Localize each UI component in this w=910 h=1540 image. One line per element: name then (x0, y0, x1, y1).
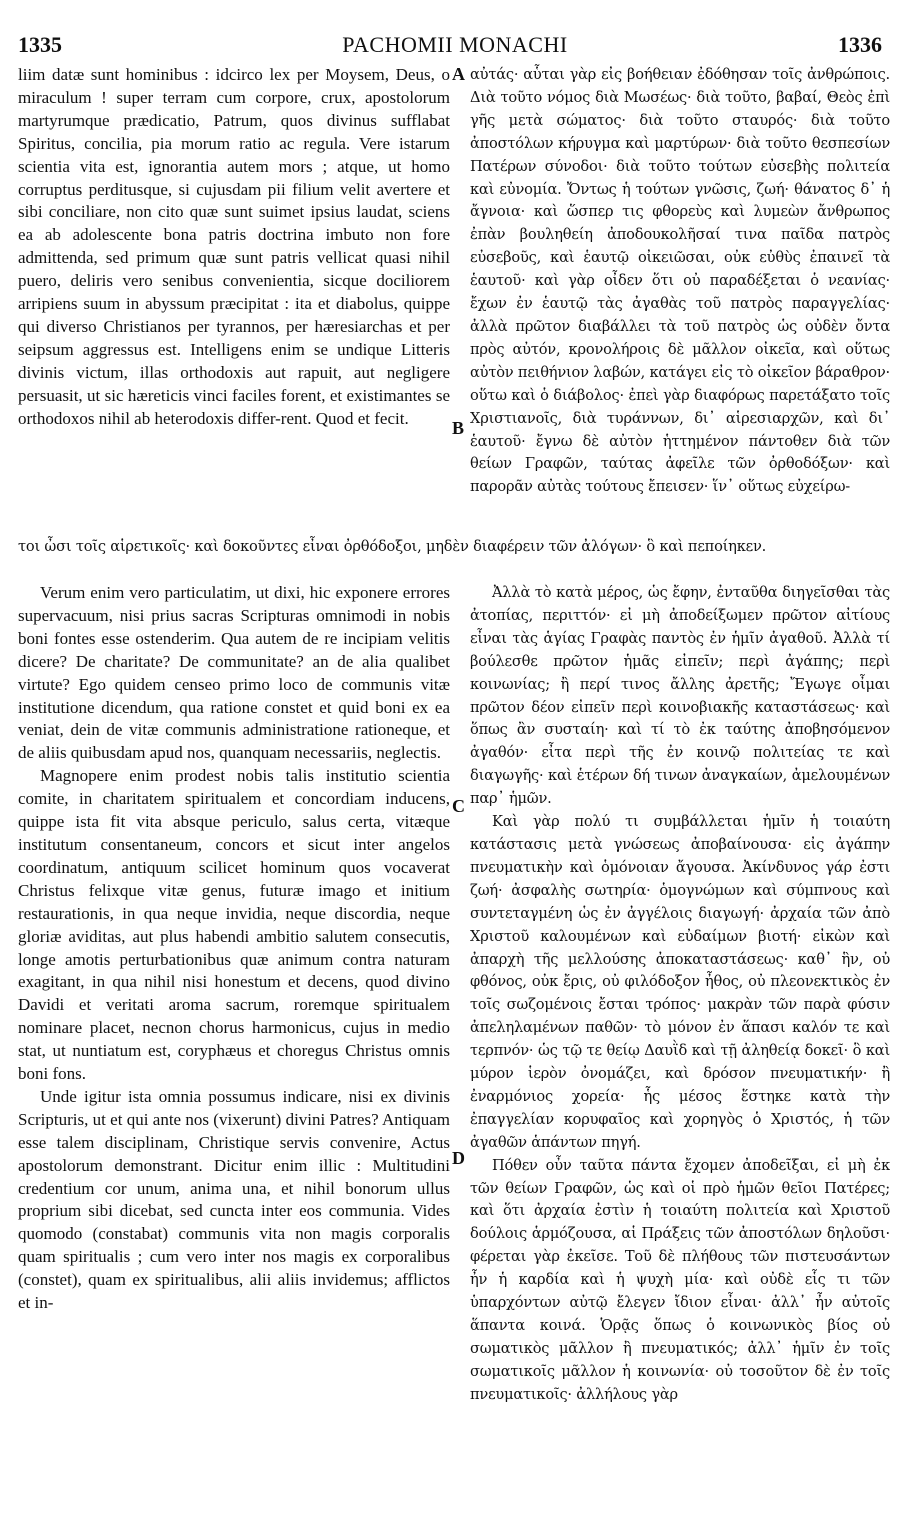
section-marker-a: A (452, 64, 465, 84)
latin-column-bottom (18, 582, 450, 1462)
greek-continuation-line: τοι ὦσι τοῖς αἱρετικοῖς· καὶ δοκοῦντες εἶναι ὀρθόδοξοι, μηδὲν διαφέρειν τῶν ἀλόγων· ὃ καὶ πεποίηκεν. (18, 538, 767, 555)
greek-paragraph-4: Πόθεν οὖν ταῦτα πάντα ἔχομεν ἀποδεῖξαι, εἰ μὴ ἐκ τῶν θείων Γραφῶν, ὡς καὶ οἱ πρὸ ἡμῶν θεῖοι Πατέρες; καὶ ὅτι ἀρχαία ἐστὶν ἡ τοιαύτη πολιτεία καὶ Χριστοῦ δούλοις ἁρμόζουσα, αἱ Πράξεις τῶν ἀποστόλων δηλοῦσι· φέρεται γὰρ ἐκεῖσε. Τοῦ δὲ πλήθους τῶν πιστευσάντων ἦν ἡ καρδία καὶ ἡ ψυχὴ μία· καὶ οὐδὲ εἷς τι τῶν ὑπαρχόντων αὐτῷ ἔλεγεν ἴδιον εἶναι· ἀλλ᾿ ἦν αὐτοῖς ἅπαντα κοινά. Ὁρᾷς ὅπως ὁ κοινωνικὸς βίος οὐ σωματικὸς μᾶλλον ἢ πνευματικός; ἀλλ᾿ ἡμῖν ἐν τοῖς σωματικοῖς μᾶλλον ἡ κοινωνία· οὐ τοσοῦτον δὲ ἐν τοῖς πνευματικοῖς· ἀλλήλους γὰρ (470, 1156, 890, 1403)
latin-paragraph-2: Verum enim vero particulatim, ut dixi, hic exponere errores supervacuum, nisi prius sacras Scripturas omnimodi in nobis boni fontes esse ostenderim. Qua autem de re incipiam velitis dicere? De charitate? De communitate? an de alia qualibet virtute? Ego quidem censeo primo loco de communis vitæ institutione dicendum, qua ratione constet et quid boni ex ea veniat, dein de vitæ communis administratione rationeque, et de aliis quibusdam apud nos, quanquam necessariis, neglectis. (18, 583, 450, 763)
latin-paragraph-1: liim datæ sunt hominibus : idcirco lex per Moysem, Deus, o miraculum ! super terram cum corpore, crux, apostolorum martyrumque prædicatio, Patrum, quos divinus sufflabat Spiritus, concilia, pia morum ratio ac regula. Vere istarum scientia vita est, ignorantia autem mors ; atque, ut homo corruptus perditusque, si cujusdam pii filium velit avertere et sibi conciliare, non cito quæ sunt suimet ipsius laudat, sciens ea ab adolescente bona patris doctrina imbuto non fore admittenda, sed primum quæ sunt patris vellicat quasi nihil puero, deliris vero senibus convenientia, sicque dociliorem arripiens suum in abyssum præcipitat : ita et diabolus, quippe qui diverso Christianos per tyrannos, per hæresiarchas et per seipsum aggressus est. Intelligens enim se undique Litteris divinis victum, illas orthodoxis aut rapuit, aut negligere persuasit, ut sic hæreticis vinci faciles forent, et existimantes se orthodoxos nihil ab heterodoxis differ-rent. Quod et fecit. (18, 65, 450, 428)
greek-full-width-line (18, 536, 890, 582)
section-marker-b: B (452, 418, 465, 438)
page-number-left: 1335 (18, 32, 62, 57)
latin-column-top (18, 64, 450, 536)
page-number-right: 1336 (838, 32, 882, 57)
greek-column-top (470, 64, 890, 536)
greek-paragraph-1: αὐτάς· αὗται γὰρ εἰς βοήθειαν ἐδόθησαν τοῖς ἀνθρώποις. Διὰ τοῦτο νόμος διὰ Μωσέως· διὰ τοῦτο, βαβαί, Θεὸς ἐπὶ γῆς μετὰ σώματος· διὰ τοῦτο σταυρός· διὰ τοῦτο ἀποστόλων κήρυγμα καὶ μαρτύρων· διὰ τοῦτο θεσπεσίων Πατέρων σύνοδοι· διὰ τοῦτο τούτων εὐσεβὴς πολιτεία καὶ εὐνομία. Ὄντως ἡ τούτων γνῶσις, ζωή· θάνατος δ᾿ ἡ ἄγνοια· καὶ ὥσπερ τις φθορεὺς καὶ λυμεὼν ἄνθρωπος ἐπὰν βουληθείη ἀποδουκολῆσαί τινα παῖδα πατρὸς εὐσεβοῦς, καὶ ἑαυτῷ οἰκειῶσαι, οὐκ εὐθὺς ἐπαινεῖ τὰ ἑαυτοῦ· καὶ γὰρ οἶδεν ὅτι οὐ παραδέξεται ὁ νεανίας· ἔχων ἐν ἑαυτῷ τὰς ἀγαθὰς τοῦ πατρὸς παραγγελίας· ἀλλὰ πρῶτον διαβάλλει τὰ τοῦ πατρὸς ὡς οὐδὲν ὄντα πρὸς αὐτόν, κρονολήροις δὲ μᾶλλον οἰκεῖα, καὶ οὕτως αὐτὸν πειθήνιον λαβών, κατάγει εἰς τὸ οἰκεῖον βάραθρον· οὕτω καὶ ὁ διάβολος· ἐπεὶ γὰρ διαφόρως παρετάξατο τοῖς Χριστιανοῖς, διὰ τυράννων, δι᾿ αἱρεσιαρχῶν, καὶ δι᾿ ἑαυτοῦ· ἔγνω δὲ αὐτὸν ἡττημένον πάντοθεν διὰ τῶν θείων Γραφῶν, ταύτας ἀφεῖλε τῶν ὀρθοδόξων· καὶ παρορᾶν αὐτὰς τούτους ἔπεισεν· ἵν᾿ οὕτως εὐχείρω- (470, 66, 890, 496)
greek-paragraph-2: Ἀλλὰ τὸ κατὰ μέρος, ὡς ἔφην, ἐνταῦθα διηγεῖσθαι τὰς ἀτοπίας, περιττόν· εἰ μὴ ἀποδείξωμεν πρῶτον αἰτίους εἶναι τὰς ἁγίας Γραφὰς παντὸς ἐν ἡμῖν ἀγαθοῦ. Ἀλλὰ τί βούλεσθε πρῶτον ἡμᾶς εἰπεῖν; περὶ ἀγάπης; περὶ κοινωνίας; ἢ περί τινος ἄλλης ἀρετῆς; Ἔγωγε οἶμαι πρῶτον δέον εἰπεῖν περὶ κοινοβιακῆς καταστάσεως· καὶ ὅπως ἂν συσταίη· καὶ τί τὸ ἐκ ταύτης ἀποβησόμενον ἀγαθόν· εἶτα περὶ τῆς ἐν κοινῷ πολιτείας τε καὶ διαγωγῆς· καὶ ἑτέρων δή τινων ἀναγκαίων, ἀμελουμένων παρ᾿ ἡμῶν. (470, 584, 890, 808)
running-title: PACHOMII MONACHI (342, 32, 568, 57)
greek-column-bottom (470, 582, 890, 1462)
latin-paragraph-3: Magnopere enim prodest nobis talis institutio scientia comite, in charitatem spiritualem et concordiam inducens, quippe ista fit vita absque periculo, salus certa, vitæque institutum consentaneum, concors et sicut inter angelos coordinatum, antiquum scilicet hominum quos vocaverat Christus felixque vitæ genus, futuræ imago et initium restaurationis, in qua neque invidia, neque discordia, neque gloriæ aviditas, aut plus habendi ambitio salutem consecutis, longe amotis perturbationibus quæ animum contra naturam exagitant, in qua nihil nisi honestum et decens, quod divino Davidi et veritati aroma sacrum, roremque spiritualem nominare placet, necnon chorus harmonicus, cujus in medio stat, ut nuntiatum est, coryphæus et choregus Christus omnis boni fons. (18, 766, 450, 1084)
greek-paragraph-3: Καὶ γὰρ πολύ τι συμβάλλεται ἡμῖν ἡ τοιαύτη κατάστασις μετὰ γνώσεως ἀποβαίνουσα· εἰς ἀγάπην πνευματικὴν καὶ ὁμόνοιαν ἄγουσα. Ἀκίνδυνος γάρ ἐστι ζωή· ἀσφαλὴς σωτηρία· ὁμογνώμων καὶ σύμπνους καὶ συντεταγμένη ὡς ἐν ἀγγέλοις διαγωγή· ἀρχαία τῶν ἀπὸ Χριστοῦ καλουμένων καὶ εὐδαίμων βιοτή· εἰκὼν καὶ ἀπαρχὴ τῆς μελλούσης ἀποκαταστάσεως· καθ᾿ ἣν, οὐ φθόνος, οὐκ ἔρις, οὐ φιλόδοξον ἦθος, οὐ πλεονεκτικὸς ἐν τοῖς σωζομένοις ἔσται τρόπος· μακρὰν τῶν παρὰ φύσιν ἀπεληλαμένων παθῶν· τὸ μόνον ἐν ἅπασι καλόν τε καὶ τερπνόν· ὡς τῷ τε θείῳ Δαυῒδ καὶ τῇ ἀληθείᾳ δοκεῖ· ὃ καὶ μύρον ἱερὸν ὀνομάζει, καὶ δρόσον πνευματικήν· ἢ ἐναρμόνιος χορεία· ἧς μέσος ἕστηκε κατὰ τὴν ἐπαγγελίαν κορυφαῖος καὶ χορηγὸς ὁ Χριστός, ἡ τῶν ἀγαθῶν ἁπάντων πηγή. (470, 813, 890, 1151)
section-marker-d: D (452, 1148, 465, 1168)
latin-paragraph-4: Unde igitur ista omnia possumus indicare, nisi ex divinis Scripturis, ut et qui ante nos (vixerunt) divini Patres? Antiquam esse talem disciplinam, Christique servis convenire, Actus apostolorum demonstrant. Dicitur enim illic : Multitudini credentium cor unum, anima una, et nihil bonorum ullus proprium sibi dicebat, sed cuncta inter eos communia. Vides quomodo (constabat) communis vita non magis corporalis quam spiritualis ; cum vero inter nos magis ex corporalibus (constet), quam ex spiritualibus, alii aliis invidemus; afflictos et in- (18, 1086, 450, 1313)
page-header (0, 22, 910, 62)
section-marker-c: C (452, 796, 465, 816)
